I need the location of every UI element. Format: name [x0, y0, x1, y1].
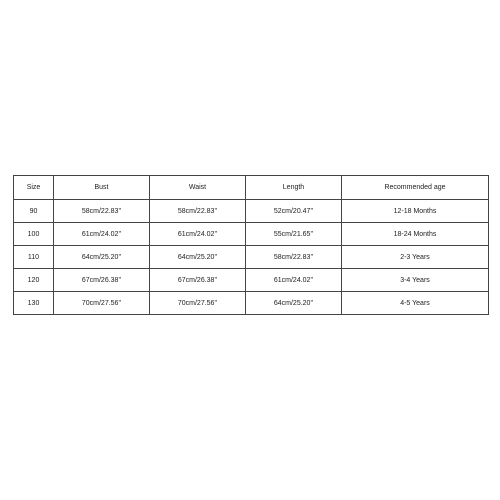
cell-size: 100 [14, 223, 54, 246]
cell-recommended-age: 2-3 Years [342, 246, 489, 269]
size-chart-table [13, 175, 489, 315]
table-row [14, 269, 489, 292]
cell-length: 61cm/24.02'' [246, 269, 342, 292]
header-recommended-age: Recommended age [342, 176, 489, 200]
table-row [14, 200, 489, 223]
cell-recommended-age: 18-24 Months [342, 223, 489, 246]
cell-waist: 67cm/26.38'' [150, 269, 246, 292]
cell-waist: 70cm/27.56'' [150, 292, 246, 315]
cell-recommended-age: 4-5 Years [342, 292, 489, 315]
cell-size: 120 [14, 269, 54, 292]
table-row [14, 223, 489, 246]
cell-bust: 58cm/22.83'' [54, 200, 150, 223]
table-row [14, 246, 489, 269]
cell-waist: 61cm/24.02'' [150, 223, 246, 246]
cell-length: 58cm/22.83'' [246, 246, 342, 269]
cell-recommended-age: 12-18 Months [342, 200, 489, 223]
header-bust: Bust [54, 176, 150, 200]
cell-bust: 64cm/25.20'' [54, 246, 150, 269]
cell-waist: 58cm/22.83'' [150, 200, 246, 223]
header-row [14, 176, 489, 200]
cell-waist: 64cm/25.20'' [150, 246, 246, 269]
cell-length: 52cm/20.47'' [246, 200, 342, 223]
cell-size: 90 [14, 200, 54, 223]
cell-size: 130 [14, 292, 54, 315]
cell-recommended-age: 3-4 Years [342, 269, 489, 292]
header-waist: Waist [150, 176, 246, 200]
cell-length: 64cm/25.20'' [246, 292, 342, 315]
cell-length: 55cm/21.65'' [246, 223, 342, 246]
header-size: Size [14, 176, 54, 200]
header-length: Length [246, 176, 342, 200]
cell-bust: 67cm/26.38'' [54, 269, 150, 292]
cell-size: 110 [14, 246, 54, 269]
cell-bust: 61cm/24.02'' [54, 223, 150, 246]
cell-bust: 70cm/27.56'' [54, 292, 150, 315]
table-row [14, 292, 489, 315]
